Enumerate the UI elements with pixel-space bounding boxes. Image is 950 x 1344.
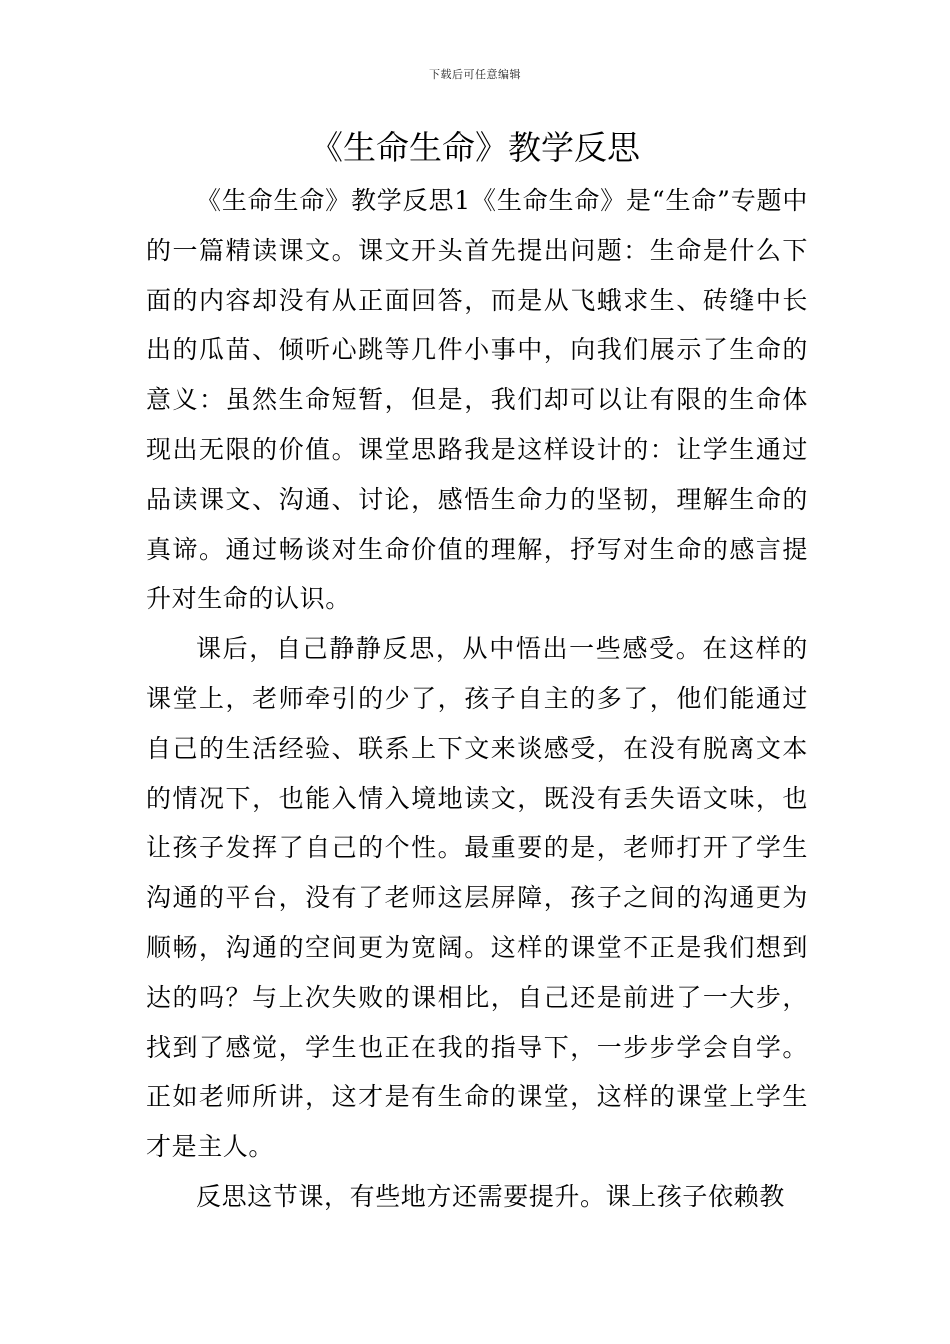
paragraph-3: 反思这节课，有些地方还需要提升。课上孩子依赖教 <box>196 1181 785 1211</box>
header-note: 下载后可任意编辑 <box>429 68 521 81</box>
document-body <box>146 176 808 1222</box>
paragraph-1: 《生命生命》教学反思1《生命生命》是“生命”专题中的一篇精读课文。课文开头首先提出问题：生命是什么下面的内容却没有从正面回答，而是从飞蛾求生、砖缝中长出的瓜苗、倾听心跳等几件小事中，向我们展示了生命的意义：虽然生命短暂，但是，我们却可以让有限的生命体现出无限的价值。课堂思路我是这样设计的：让学生通过品读课文、沟通、讨论，感悟生命力的坚韧，理解生命的真谛。通过畅谈对生命价值的理解，抒写对生命的感言提升对生命的认识。 <box>146 186 808 614</box>
paragraph-2: 课后，自己静静反思，从中悟出一些感受。在这样的课堂上，老师牵引的少了，孩子自主的多了，他们能通过自己的生活经验、联系上下文来谈感受，在没有脱离文本的情况下，也能入情入境地读文，既没有丢失语文味，也让孩子发挥了自己的个性。最重要的是，老师打开了学生沟通的平台，没有了老师这层屏障，孩子之间的沟通更为顺畅，沟通的空间更为宽阔。这样的课堂不正是我们想到达的吗？与上次失败的课相比，自己还是前进了一大步，找到了感觉，学生也正在我的指导下，一步步学会自学。正如老师所讲，这才是有生命的课堂，这样的课堂上学生才是主人。 <box>146 634 808 1162</box>
document-title: 《生命生命》教学反思 <box>310 128 640 167</box>
